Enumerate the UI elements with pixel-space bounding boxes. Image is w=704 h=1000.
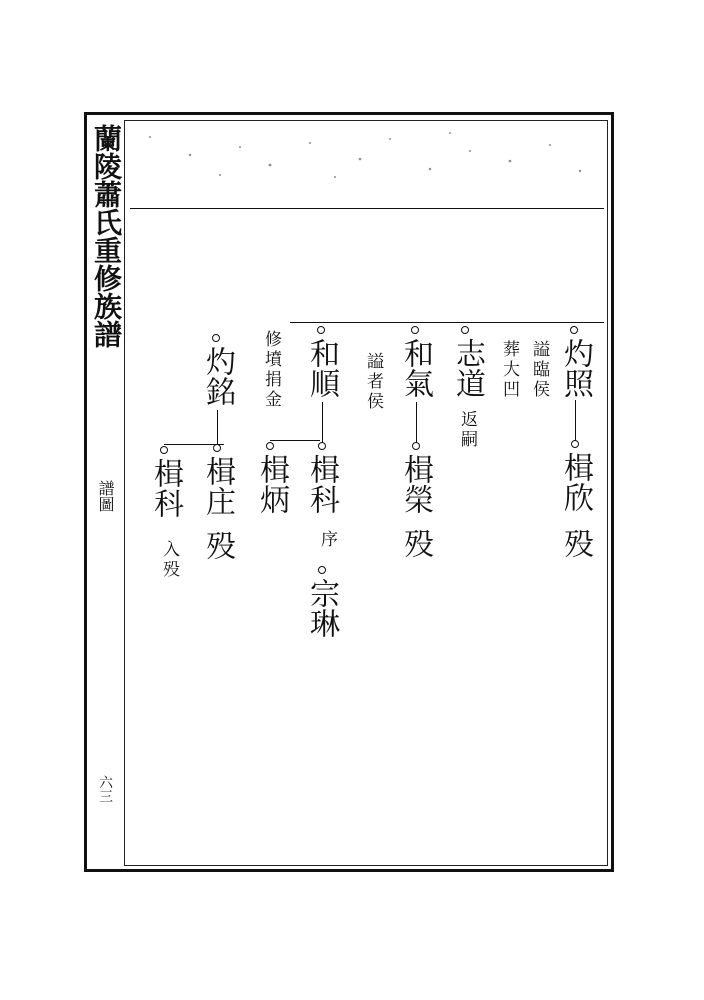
lineage-node xyxy=(411,326,419,334)
section-label: 譜圖 xyxy=(96,480,115,512)
note-zhuozhao-2: 葬大凹 xyxy=(499,340,519,400)
branch-rule-xiuqi xyxy=(270,440,320,441)
lineage-node xyxy=(317,326,325,334)
name-zonglin: 宗琳 xyxy=(304,578,339,638)
descent-line xyxy=(416,402,417,444)
name-zhidao: 志道 xyxy=(450,338,485,398)
name-xingrong: 楫榮 xyxy=(398,454,433,514)
lineage-node xyxy=(412,442,420,450)
name-heqi: 和氣 xyxy=(398,338,433,398)
name-xingzhuang: 楫庄 xyxy=(200,456,235,516)
note-zhidao: 返嗣 xyxy=(457,410,477,450)
note-xingzhuang: 殁 xyxy=(200,530,235,560)
note-xingke-2: 入殁 xyxy=(159,540,179,580)
inner-border xyxy=(124,120,608,866)
lineage-node xyxy=(571,440,579,448)
note-xiuqi: 修墳捐金 xyxy=(261,330,281,410)
header-rule xyxy=(130,208,604,209)
lineage-node xyxy=(160,446,168,454)
name-zhuoming: 灼銘 xyxy=(200,346,235,406)
name-xingxin: 楫欣 xyxy=(558,452,593,512)
generation-rule-top xyxy=(290,322,604,323)
lineage-node xyxy=(461,326,469,334)
note-xingrong: 殁 xyxy=(398,528,433,558)
note-xingxin: 殁 xyxy=(558,528,593,558)
lineage-node xyxy=(266,442,274,450)
lineage-node xyxy=(318,442,326,450)
lineage-node xyxy=(213,444,221,452)
name-xingbing: 楫炳 xyxy=(254,454,289,514)
page-number: 六三 xyxy=(97,775,113,803)
lineage-node xyxy=(570,326,578,334)
note-heqi: 謚者侯 xyxy=(363,352,383,412)
name-zhuozhao: 灼照 xyxy=(558,338,593,398)
spine-title: 蘭陵蕭氏重修族譜 xyxy=(90,124,123,348)
descent-line xyxy=(322,402,323,444)
note-zhuozhao-1: 謚臨侯 xyxy=(529,340,549,400)
lineage-node xyxy=(318,566,326,574)
name-heshun: 和順 xyxy=(304,338,339,398)
descent-line xyxy=(575,400,576,442)
name-xingke-1: 楫科 xyxy=(304,454,339,514)
descent-line xyxy=(217,410,218,444)
name-xingke-2: 楫科 xyxy=(148,458,183,518)
lineage-node xyxy=(212,334,220,342)
note-xingke-1: 序 xyxy=(317,530,337,550)
